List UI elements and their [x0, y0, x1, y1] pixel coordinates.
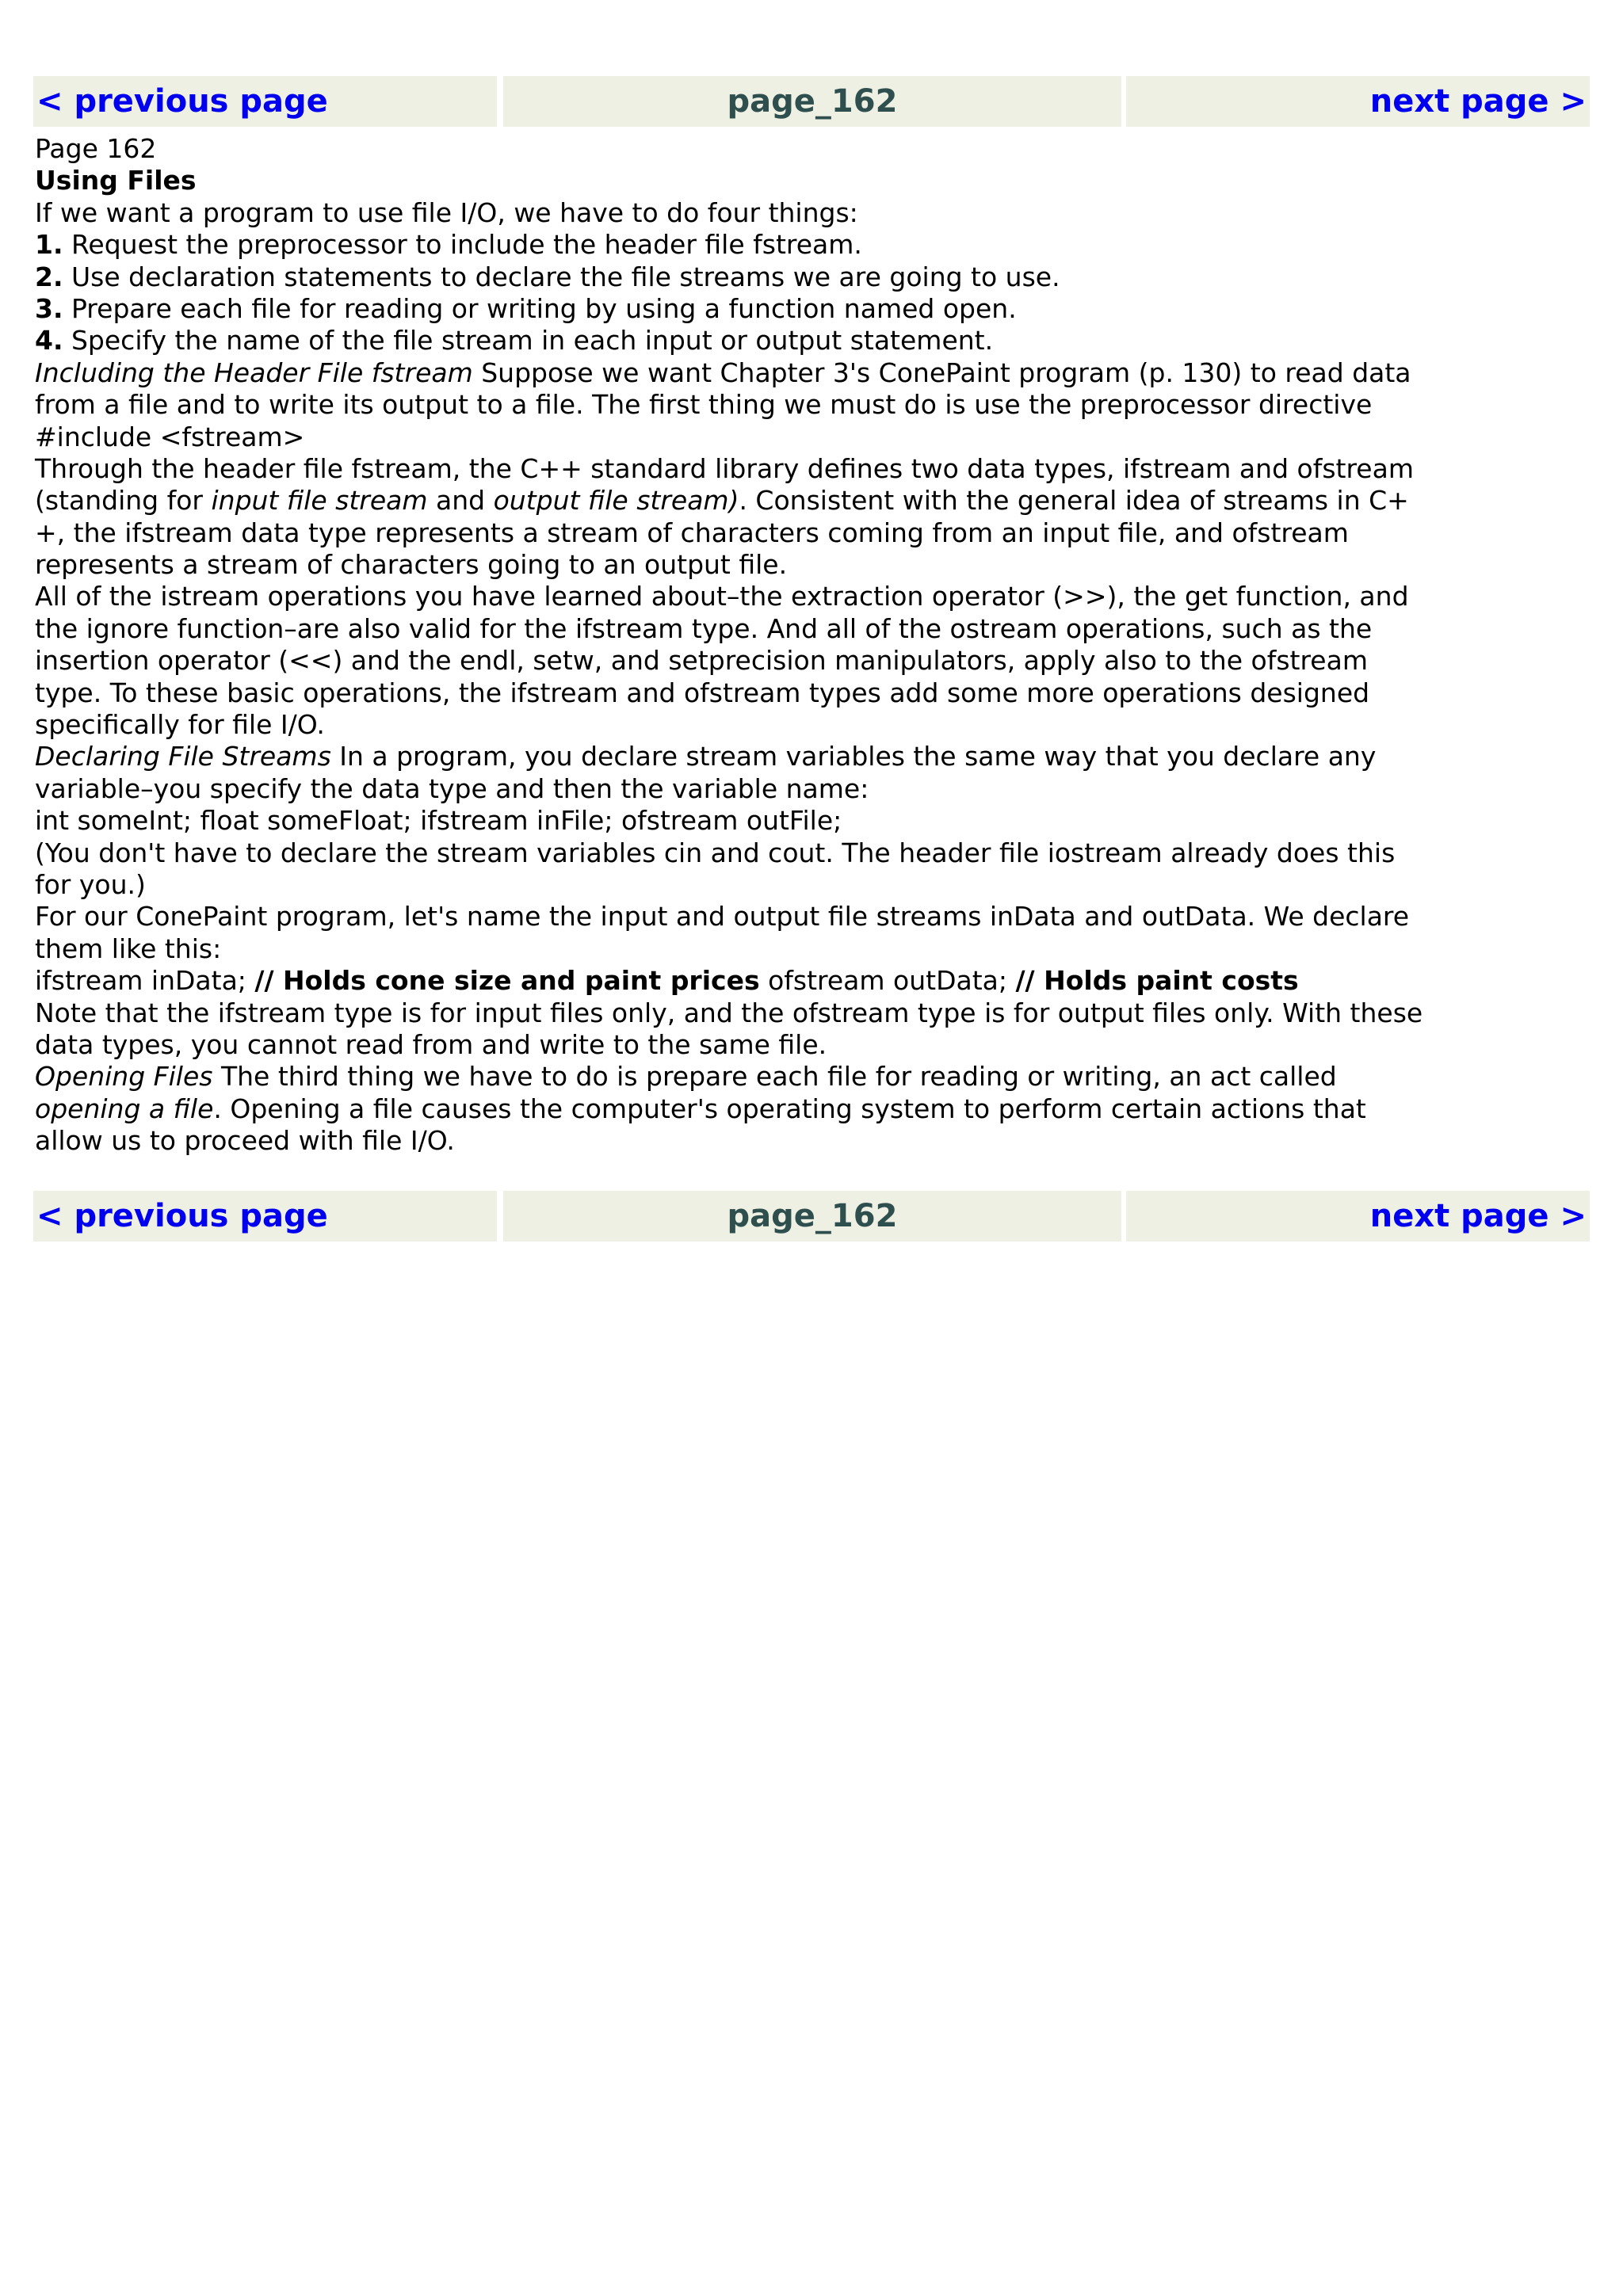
- text-run: specifically for file I/O.: [35, 709, 325, 741]
- text-run: (You don't have to declare the stream variables cin and cout. The header file iostream already does this: [35, 837, 1396, 868]
- text-line: [35, 1093, 1588, 1125]
- section-heading: Using Files: [35, 165, 197, 196]
- text-run: (standing for: [35, 485, 212, 517]
- text-line: [35, 805, 1588, 837]
- text-line: [35, 901, 1588, 933]
- text-run: Note that the ifstream type is for input files only, and the ofstream type is for output files only. With these: [35, 997, 1423, 1028]
- text-run: Through the header file fstream, the C++ standard library defines two data types, ifstream and ofstream: [35, 452, 1414, 484]
- text-run: All of the istream operations you have learned about–the extraction operator (>>), the get function, and: [35, 581, 1409, 612]
- text-run: represents a stream of characters going to an output file.: [35, 549, 788, 581]
- text-run: The third thing we have to do is prepare each file for reading or writing, an act called: [212, 1061, 1337, 1093]
- bold-text: 1.: [35, 229, 63, 261]
- text-line: [35, 517, 1588, 549]
- text-line: [35, 197, 1588, 229]
- text-run: int someInt; float someFloat; ifstream inFile; ofstream outFile;: [35, 805, 842, 837]
- previous-page-link[interactable]: < previous page: [36, 1198, 328, 1234]
- italic-text: input file stream: [211, 485, 428, 517]
- bottom-navigation-bar: [33, 1191, 1590, 1241]
- text-run: allow us to proceed with file I/O.: [35, 1125, 455, 1157]
- italic-text: output file stream): [493, 485, 739, 517]
- text-line: [35, 1125, 1588, 1157]
- text-run: +, the ifstream data type represents a stream of characters coming from an input file, and ofstream: [35, 517, 1349, 548]
- next-page-cell: [1126, 76, 1590, 127]
- text-line: [35, 709, 1588, 741]
- text-run: Use declaration statements to declare the file streams we are going to use.: [63, 261, 1060, 292]
- italic-text: Declaring File Streams: [35, 741, 331, 772]
- text-line: [35, 389, 1588, 421]
- text-line: [35, 453, 1588, 485]
- text-run: Request the preprocessor to include the header file fstream.: [63, 229, 862, 261]
- text-line: [35, 229, 1588, 261]
- text-run: insertion operator (<<) and the endl, setw, and setprecision manipulators, apply also to the ofstream: [35, 645, 1368, 677]
- text-line: [35, 485, 1588, 517]
- text-run: the ignore function–are also valid for the ifstream type. And all of the ostream operations, such as the: [35, 612, 1373, 644]
- text-line: [35, 741, 1588, 772]
- text-run: and: [427, 485, 494, 517]
- next-page-link[interactable]: next page >: [1369, 1198, 1587, 1234]
- bold-text: 4.: [35, 325, 63, 357]
- text-line: [35, 773, 1588, 805]
- text-run: For our ConePaint program, let's name the input and output file streams inData and outData. We declare: [35, 901, 1410, 933]
- text-line: [35, 581, 1588, 612]
- text-run: variable–you specify the data type and then the variable name:: [35, 772, 869, 804]
- text-line: [35, 933, 1588, 965]
- bold-text: 3.: [35, 292, 63, 324]
- previous-page-cell: [33, 1191, 497, 1241]
- bold-text: // Holds cone size and paint prices: [254, 965, 760, 997]
- page-number-label: Page 162: [35, 133, 157, 164]
- text-run: . Consistent with the general idea of streams in C+: [739, 485, 1409, 517]
- text-line: [35, 325, 1588, 357]
- page-content: [35, 133, 1588, 1158]
- text-run: ofstream outData;: [759, 965, 1016, 997]
- text-run: data types, you cannot read from and write to the same file.: [35, 1028, 827, 1060]
- text-run: type. To these basic operations, the ifstream and ofstream types add some more operations designed: [35, 677, 1370, 708]
- body-text: [35, 197, 1588, 1158]
- italic-text: Including the Header File fstream: [35, 357, 473, 388]
- text-run: . Opening a file causes the computer's operating system to perform certain actions that: [213, 1093, 1366, 1124]
- text-line: [35, 677, 1588, 709]
- next-page-link[interactable]: next page >: [1369, 83, 1587, 120]
- text-run: If we want a program to use file I/O, we have to do four things:: [35, 196, 858, 228]
- text-run: Prepare each file for reading or writing by using a function named open.: [63, 292, 1017, 324]
- page-id-label: page_162: [503, 1191, 1121, 1241]
- text-run: from a file and to write its output to a file. The first thing we must do is use the preprocessor directive: [35, 389, 1373, 421]
- text-line: [35, 261, 1588, 293]
- italic-text: opening a file: [35, 1093, 214, 1124]
- bold-text: // Holds paint costs: [1015, 965, 1299, 997]
- text-line: [35, 357, 1588, 389]
- text-line: [35, 421, 1588, 453]
- text-line: [35, 1029, 1588, 1061]
- text-line: [35, 645, 1588, 677]
- italic-text: Opening Files: [35, 1061, 213, 1093]
- text-run: for you.): [35, 868, 146, 900]
- text-run: #include <fstream>: [35, 421, 305, 452]
- text-run: Specify the name of the file stream in each input or output statement.: [63, 325, 994, 357]
- text-line: [35, 997, 1588, 1029]
- bold-text: 2.: [35, 261, 63, 292]
- previous-page-link[interactable]: < previous page: [36, 83, 328, 120]
- text-line: [35, 549, 1588, 581]
- top-navigation-bar: [33, 76, 1590, 127]
- text-line: [35, 837, 1588, 869]
- text-line: [35, 293, 1588, 325]
- next-page-cell: [1126, 1191, 1590, 1241]
- text-line: [35, 613, 1588, 645]
- text-run: In a program, you declare stream variables the same way that you declare any: [330, 741, 1377, 772]
- text-run: Suppose we want Chapter 3's ConePaint program (p. 130) to read data: [472, 357, 1411, 388]
- page-id-label: page_162: [503, 76, 1121, 127]
- previous-page-cell: [33, 76, 497, 127]
- text-line: [35, 1061, 1588, 1093]
- text-run: them like this:: [35, 933, 222, 964]
- text-run: ifstream inData;: [35, 965, 255, 997]
- text-line: [35, 965, 1588, 997]
- text-line: [35, 869, 1588, 901]
